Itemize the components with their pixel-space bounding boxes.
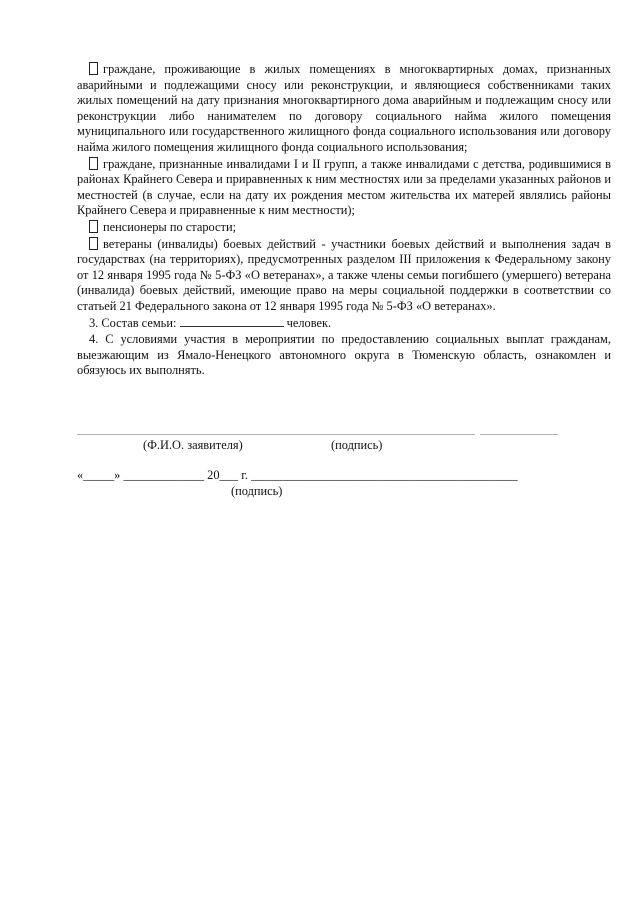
paragraph-pensioners: [77, 220, 611, 236]
document-body: [77, 62, 611, 379]
signature-label: (подпись): [331, 438, 383, 452]
family-composition-unit: человек.: [286, 315, 332, 330]
family-composition-label: 3. Состав семьи:: [89, 315, 177, 330]
date-day-field[interactable]: «_____»: [77, 468, 121, 482]
paragraph-agreement: [77, 332, 611, 379]
paragraph-veterans: [77, 237, 611, 315]
paragraph-disabled: [77, 157, 611, 219]
checkbox-disabled[interactable]: [89, 157, 98, 170]
paragraph-agreement-text: 4. С условиями участия в мероприятии по предоставлению социальных выплат гражданам, выезжающим из Ямало-Ненецкого автономного округа в Тюменскую область, ознакомлен и обязуюсь их выполнять.: [77, 332, 611, 378]
family-count-field[interactable]: [180, 316, 284, 327]
checkbox-emergency-housing[interactable]: [89, 62, 98, 75]
paragraph-disabled-text: граждане, признанные инвалидами I и II групп, а также инвалидами с детства, родившимися в районах Крайнего Севера и приравненных к ним местностях или за пределами указанных районов и местностей (в случае, если на дату их рождения местом жительства их матерей являлись районы Крайнего Севера и приравненные к ним местности);: [77, 156, 611, 218]
checkbox-veterans[interactable]: [89, 237, 98, 250]
checkbox-pensioners[interactable]: [89, 220, 98, 233]
paragraph-pensioners-text: пенсионеры по старости;: [103, 219, 237, 234]
paragraph-emergency-housing-text: граждане, проживающие в жилых помещениях в многоквартирных домах, признанных аварийными и подлежащими сносу или реконструкции, и являющиеся собственниками таких жилых помещений на дату признания многоквартирного дома аварийным и подлежащим сносу или реконструкции либо нанимателем по договору социального найма жилого помещения муниципального или государственного жилищного фонда социального использования или договору найма жилого помещения жилищного фонда социального использования;: [77, 62, 611, 154]
fio-label: (Ф.И.О. заявителя): [143, 438, 243, 452]
paragraph-family-composition: [77, 316, 611, 332]
date-month-field[interactable]: _____________: [123, 468, 205, 482]
date-year-field[interactable]: 20___ г.: [207, 468, 248, 482]
paragraph-emergency-housing: [77, 62, 611, 156]
signature-line[interactable]: [480, 434, 558, 435]
fio-signature-line[interactable]: [77, 434, 475, 435]
date-line: [77, 468, 518, 483]
paragraph-veterans-text: ветераны (инвалиды) боевых действий - участники боевых действий и выполнения задач в государствах (на территориях), предусмотренных разделом III приложения к Федеральному закону от 12 января 1995 года № 5-ФЗ «О ветеранах», а также члены семьи погибшего (умершего) ветерана (инвалида) боевых действий, имеющие право на меры социальной поддержки в соответствии со статьей 21 Федерального закона от 12 января 1995 года № 5-ФЗ «О ветеранах».: [77, 236, 611, 313]
date-signature-field[interactable]: ___________________________________________: [251, 468, 518, 482]
date-signature-label: (подпись): [231, 484, 283, 498]
